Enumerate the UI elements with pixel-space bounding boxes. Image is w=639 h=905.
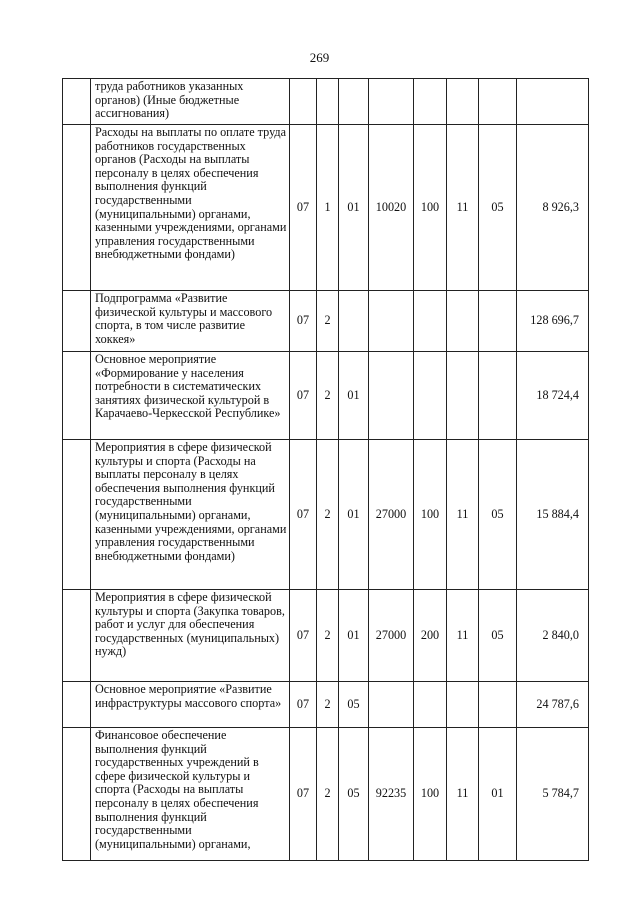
direction-code-cell	[369, 79, 414, 125]
description-cell: Основное мероприятие «Формирование у населения потребности в систематических занятиях физической культурой в Карачаево-Черкесской Республике»	[91, 352, 290, 440]
main-event-code-cell: 01	[339, 440, 369, 590]
subprogram-code-cell: 2	[317, 682, 339, 728]
description-cell: Мероприятия в сфере физической культуры и спорта (Закупка товаров, работ и услуг для обеспечения государственных (муниципальных) нужд)	[91, 590, 290, 682]
section-code-cell: 07	[290, 125, 317, 291]
table-body	[63, 79, 589, 861]
subprogram-code-cell: 2	[317, 590, 339, 682]
empty-cell	[63, 728, 91, 861]
empty-cell	[63, 125, 91, 291]
additional-code-1-cell: 11	[447, 590, 479, 682]
empty-cell	[63, 291, 91, 352]
amount-cell: 5 784,7	[517, 728, 589, 861]
section-code-cell: 07	[290, 440, 317, 590]
section-code-cell: 07	[290, 590, 317, 682]
table-row	[63, 682, 589, 728]
additional-code-1-cell: 11	[447, 440, 479, 590]
section-code-cell: 07	[290, 291, 317, 352]
description-cell: труда работников указанных органов) (Иные бюджетные ассигнования)	[91, 79, 290, 125]
empty-cell	[63, 440, 91, 590]
description-cell: Финансовое обеспечение выполнения функций государственных учреждений в сфере физической культуры и спорта (Расходы на выплаты персоналу в целях обеспечения выполнения функций государственными (муниципальными) органами,	[91, 728, 290, 861]
expense-type-code-cell	[414, 79, 447, 125]
subprogram-code-cell: 2	[317, 440, 339, 590]
description-cell: Мероприятия в сфере физической культуры и спорта (Расходы на выплаты персоналу в целях обеспечения выполнения функций государственными (муниципальными) органами, казенными учреждениями, органами управления государственными внебюджетными фондами)	[91, 440, 290, 590]
amount-cell: 8 926,3	[517, 125, 589, 291]
direction-code-cell: 27000	[369, 590, 414, 682]
additional-code-1-cell	[447, 291, 479, 352]
main-event-code-cell: 01	[339, 352, 369, 440]
expense-type-code-cell: 200	[414, 590, 447, 682]
main-event-code-cell	[339, 291, 369, 352]
additional-code-1-cell	[447, 682, 479, 728]
table-row	[63, 590, 589, 682]
main-event-code-cell: 01	[339, 125, 369, 291]
additional-code-1-cell: 11	[447, 125, 479, 291]
empty-cell	[63, 352, 91, 440]
empty-cell	[63, 682, 91, 728]
main-event-code-cell	[339, 79, 369, 125]
expense-type-code-cell	[414, 682, 447, 728]
additional-code-2-cell: 05	[479, 125, 517, 291]
table-row	[63, 79, 589, 125]
additional-code-1-cell: 11	[447, 728, 479, 861]
main-event-code-cell: 05	[339, 728, 369, 861]
expense-type-code-cell	[414, 291, 447, 352]
amount-cell	[517, 79, 589, 125]
expense-type-code-cell: 100	[414, 125, 447, 291]
table-row	[63, 352, 589, 440]
additional-code-2-cell: 01	[479, 728, 517, 861]
additional-code-2-cell	[479, 682, 517, 728]
table-row	[63, 440, 589, 590]
additional-code-2-cell	[479, 352, 517, 440]
amount-cell: 2 840,0	[517, 590, 589, 682]
section-code-cell	[290, 79, 317, 125]
amount-cell: 18 724,4	[517, 352, 589, 440]
table-row	[63, 125, 589, 291]
description-cell: Подпрограмма «Развитие физической культуры и массового спорта, в том числе развитие хоккея»	[91, 291, 290, 352]
main-event-code-cell: 05	[339, 682, 369, 728]
direction-code-cell	[369, 682, 414, 728]
additional-code-1-cell	[447, 352, 479, 440]
subprogram-code-cell: 2	[317, 291, 339, 352]
section-code-cell: 07	[290, 352, 317, 440]
direction-code-cell: 10020	[369, 125, 414, 291]
subprogram-code-cell: 2	[317, 728, 339, 861]
description-cell: Основное мероприятие «Развитие инфраструктуры массового спорта»	[91, 682, 290, 728]
section-code-cell: 07	[290, 682, 317, 728]
table-row	[63, 728, 589, 861]
direction-code-cell	[369, 291, 414, 352]
amount-cell: 15 884,4	[517, 440, 589, 590]
expense-type-code-cell: 100	[414, 728, 447, 861]
expense-type-code-cell: 100	[414, 440, 447, 590]
amount-cell: 128 696,7	[517, 291, 589, 352]
amount-cell: 24 787,6	[517, 682, 589, 728]
budget-table	[62, 78, 589, 861]
additional-code-2-cell	[479, 79, 517, 125]
empty-cell	[63, 79, 91, 125]
additional-code-2-cell: 05	[479, 440, 517, 590]
direction-code-cell	[369, 352, 414, 440]
direction-code-cell: 27000	[369, 440, 414, 590]
table-row	[63, 291, 589, 352]
section-code-cell: 07	[290, 728, 317, 861]
subprogram-code-cell	[317, 79, 339, 125]
direction-code-cell: 92235	[369, 728, 414, 861]
page-number: 269	[309, 50, 330, 65]
additional-code-1-cell	[447, 79, 479, 125]
additional-code-2-cell	[479, 291, 517, 352]
additional-code-2-cell: 05	[479, 590, 517, 682]
expense-type-code-cell	[414, 352, 447, 440]
description-cell: Расходы на выплаты по оплате труда работников государственных органов (Расходы на выплаты персоналу в целях обеспечения выполнения функций государственными (муниципальными) органами, казенными учреждениями, органами управления государственными внебюджетными фондами)	[91, 125, 290, 291]
empty-cell	[63, 590, 91, 682]
subprogram-code-cell: 2	[317, 352, 339, 440]
subprogram-code-cell: 1	[317, 125, 339, 291]
main-event-code-cell: 01	[339, 590, 369, 682]
